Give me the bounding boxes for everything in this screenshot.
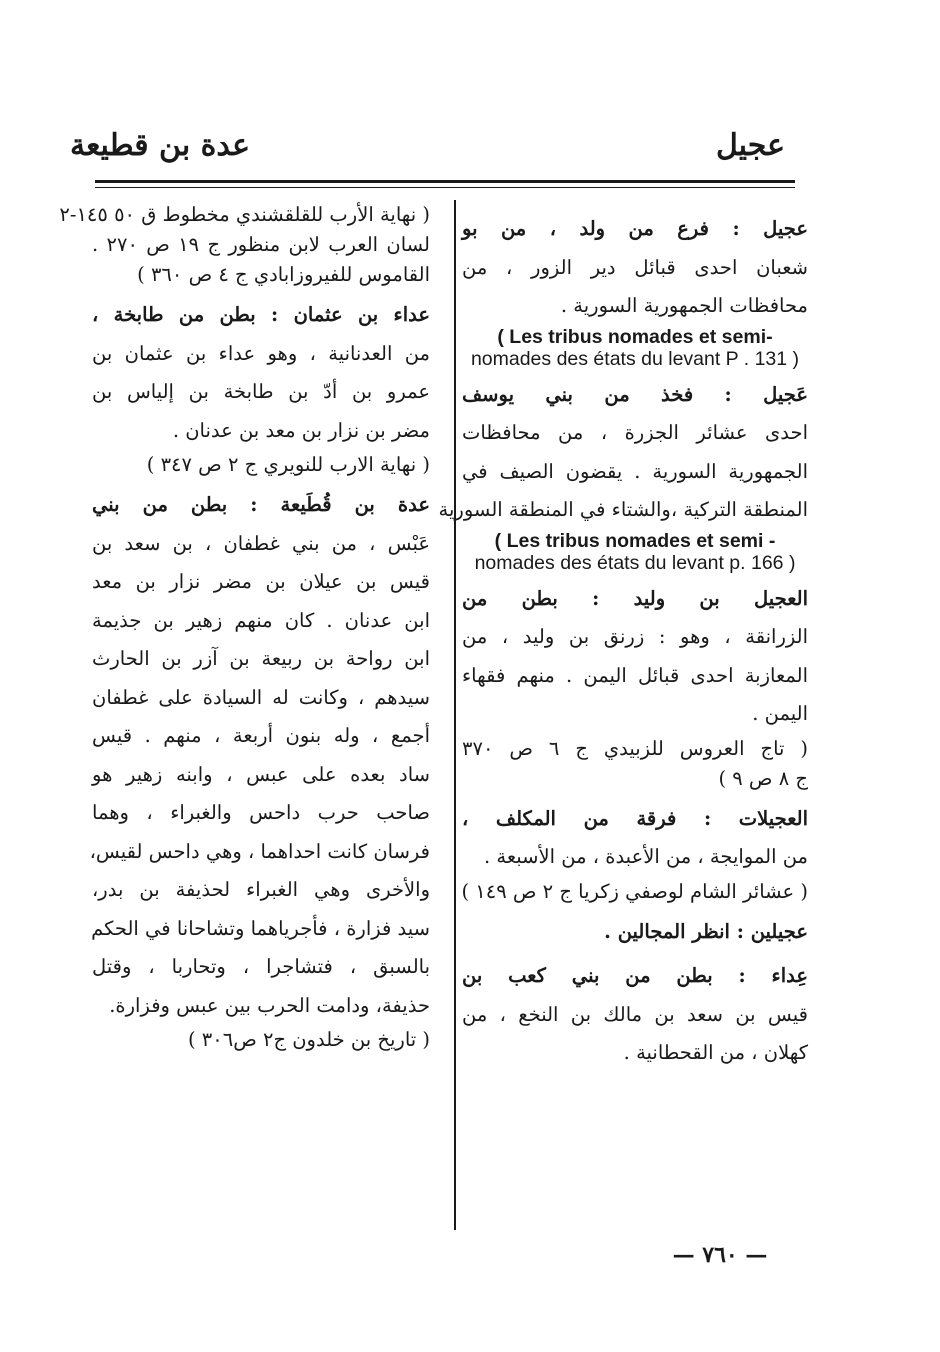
entry-text-line: قيس بن عيلان بن مضر نزار بن معد — [92, 570, 430, 593]
entry-first-line: عداء بن عثمان : بطن من طابخة ، — [92, 303, 430, 326]
entry-text-line: المنطقة التركية ،والشتاء في المنطقة السورية — [438, 498, 808, 521]
entry-text-line: كهلان ، من القحطانية . — [623, 1041, 808, 1064]
entry-text-line: قيس بن سعد بن مالك بن النخع ، من — [462, 1002, 808, 1026]
entry-text-line: محافظات الجمهورية السورية . — [560, 294, 808, 317]
entry-first-line: عَجيل : فخذ من بني يوسف — [462, 382, 808, 406]
entry-text-line: ابن عدنان . كان منهم زهير بن جذيمة — [92, 608, 430, 632]
column-divider — [454, 200, 456, 1230]
dictionary-entry — [438, 376, 808, 574]
source-reference-line: ج ٨ ص ٩ ) — [718, 766, 808, 790]
page-number: — ٧٦٠ — — [672, 1242, 768, 1268]
header-rule-thin — [95, 187, 795, 188]
entry-text-line: شعبان احدى قبائل دير الزور ، من — [462, 255, 808, 279]
running-head-left: عدة بن قطيعة — [70, 128, 250, 163]
source-reference-line: ( عشائر الشام لوصفي زكريا ج ٢ ص ١٤٩ ) — [461, 879, 808, 903]
dictionary-entry — [462, 800, 808, 907]
source-reference-line: ( تاج العروس للزبيدي ج ٦ ص ٣٧٠ — [462, 736, 808, 760]
entry-text-line: من الموايجة ، من الأعبدة ، من الأسبعة . — [484, 845, 808, 868]
latin-reference-line: ( Les tribus nomades et semi - — [494, 529, 776, 552]
entry-text-line: سيد فزارة ، فأجرياهما وتشاحانا في الحكم — [91, 916, 430, 940]
entry-text-line: المعازبة احدى قبائل اليمن . منهم فقهاء — [462, 663, 808, 687]
source-reference-line: لسان العرب لابن منظور ج ١٩ ص ٢٧٠ . — [92, 233, 430, 256]
entry-first-line: عجيلين : انظر المجالين . — [604, 919, 808, 943]
entry-first-line: العجيلات : فرقة من المكلف ، — [462, 806, 808, 830]
entry-text-line: من العدنانية ، وهو عداء بن عثمان بن — [92, 341, 430, 365]
latin-reference-line: nomades des états du levant p. 166 ) — [474, 551, 796, 574]
entry-first-line: عجيل : فرع من ولد ، من بو — [462, 217, 808, 240]
entry-text-line: ابن رواحة بن ربيعة بن آزر بن الحارث — [92, 647, 430, 670]
source-reference-line: القاموس للفيروزابادي ج ٤ ص ٣٦٠ ) — [137, 263, 430, 286]
entry-text-line: مضر بن نزار بن معد بن عدنان . — [172, 418, 430, 442]
running-head-right: عجيل — [715, 128, 785, 163]
entry-text-line: فرسان كانت احداهما ، وهي داحس لقيس، — [89, 839, 430, 863]
entry-text-line: سيدهم ، وكانت له السيادة على غطفان — [92, 685, 430, 709]
latin-reference-line: nomades des états du levant P . 131 ) — [470, 347, 800, 370]
source-reference-line: ( نهاية الأرب للقلقشندي مخطوط ق ٥٠ ١٤٥-٢ — [59, 203, 430, 226]
entry-text-line: صاحب حرب داحس والغبراء ، وهما — [92, 801, 430, 824]
header-rule-thick — [95, 180, 795, 183]
right-column — [438, 210, 808, 1079]
dictionary-entry — [59, 200, 430, 290]
entry-text-line: عمرو بن أدّ بن طابخة بن إلياس بن — [92, 380, 430, 403]
dictionary-entry — [89, 486, 430, 1055]
entry-first-line: العجيل بن وليد : بطن من — [462, 586, 808, 610]
entry-text-line: الجمهورية السورية . يقضون الصيف في — [462, 459, 808, 483]
dictionary-entry — [462, 913, 808, 952]
entry-text-line: عَبْس ، من بني غطفان ، بن سعد بن — [92, 531, 430, 555]
source-reference-line: ( تاريخ بن خلدون ج٢ ص٣٠٦ ) — [187, 1028, 430, 1051]
dictionary-entry — [462, 210, 808, 370]
entry-text-line: حذيفة، ودامت الحرب بين عبس وفزارة. — [109, 993, 430, 1017]
left-column — [59, 200, 430, 1061]
entry-text-line: الزرانقة ، وهو : زرنق بن وليد ، من — [462, 625, 808, 648]
dictionary-entry — [462, 957, 808, 1073]
entry-text-line: ساد بعده على عبس ، وابنه زهير هو — [92, 762, 430, 786]
entry-first-line: عِداء : بطن من بني كعب بن — [462, 964, 808, 987]
dictionary-entry — [92, 296, 430, 480]
entry-text-line: احدى عشائر الجزرة ، من محافظات — [462, 421, 808, 444]
entry-text-line: اليمن . — [752, 702, 808, 725]
entry-text-line: بالسبق ، فتشاجرا ، وتحاربا ، وقتل — [92, 955, 430, 978]
entry-first-line: عدة بن قُطَيعة : بطن من بني — [92, 493, 430, 516]
latin-reference-line: ( Les tribus nomades et semi- — [497, 325, 773, 348]
dictionary-entry — [462, 580, 808, 794]
entry-text-line: والأخرى وهي الغبراء لحذيفة بن بدر، — [92, 878, 430, 901]
source-reference-line: ( نهاية الارب للنويري ج ٢ ص ٣٤٧ ) — [146, 453, 430, 476]
entry-text-line: أجمع ، وله بنون أربعة ، منهم . قيس — [92, 724, 430, 747]
